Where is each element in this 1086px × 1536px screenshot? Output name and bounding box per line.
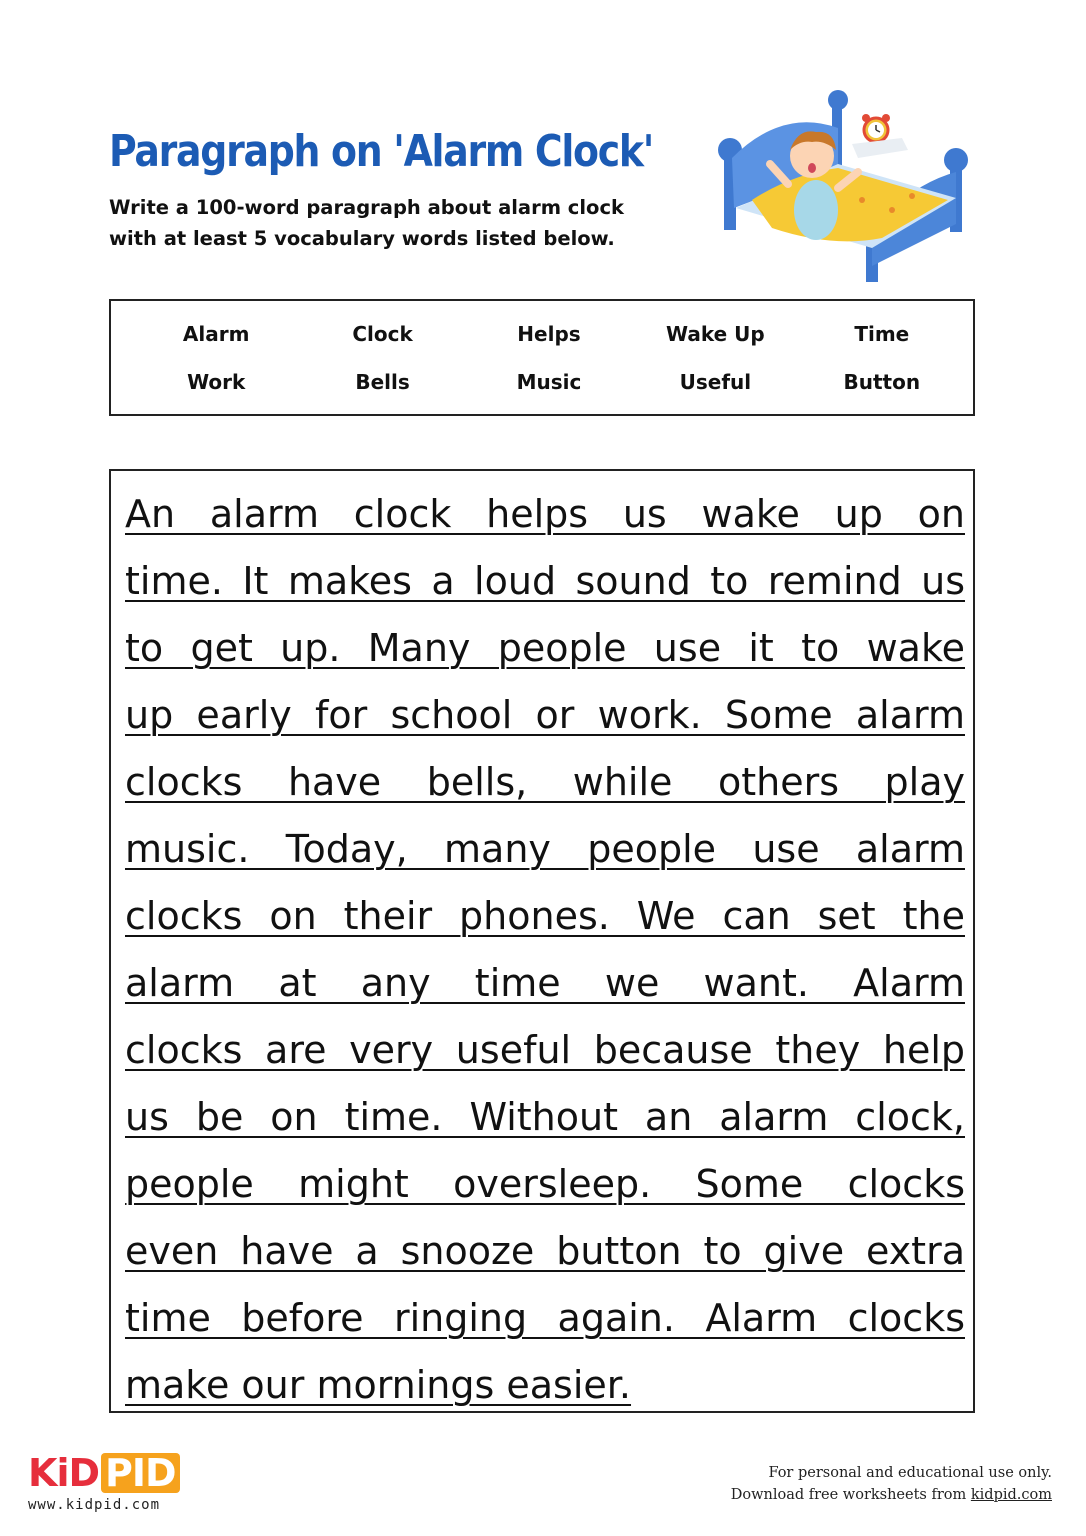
vocab-word: Alarm bbox=[182, 322, 250, 346]
paragraph-line: us be on time. Without an alarm clock, bbox=[125, 1095, 965, 1139]
logo-pid: PID bbox=[101, 1453, 180, 1493]
logo-wordmark bbox=[28, 1453, 180, 1493]
paragraph-line: even have a snooze button to give extra bbox=[125, 1229, 965, 1273]
paragraph-line: to get up. Many people use it to wake bbox=[125, 626, 965, 670]
page-title: Paragraph on 'Alarm Clock' bbox=[109, 126, 654, 177]
instruction-line: with at least 5 vocabulary words listed below. bbox=[109, 227, 615, 250]
paragraph-line: make our mornings easier. bbox=[125, 1363, 632, 1407]
footer-prefix: Download free worksheets from bbox=[730, 1487, 971, 1503]
paragraph-line: alarm at any time we want. Alarm bbox=[125, 961, 965, 1005]
vocab-word: Wake Up bbox=[666, 322, 765, 346]
vocab-word: Music bbox=[516, 370, 582, 394]
footer-note bbox=[731, 1462, 1052, 1506]
paragraph-box bbox=[109, 469, 975, 1413]
paragraph-line: up early for school or work. Some alarm bbox=[125, 693, 965, 737]
instruction-line: Write a 100-word paragraph about alarm clock bbox=[109, 196, 624, 219]
child-in-bed-icon bbox=[712, 88, 968, 284]
paragraph-text bbox=[125, 481, 965, 1419]
footer-line-2 bbox=[731, 1484, 1052, 1506]
footer-line-1: For personal and educational use only. bbox=[768, 1465, 1052, 1481]
vocab-word: Time bbox=[854, 322, 910, 346]
paragraph-line: time before ringing again. Alarm clocks bbox=[125, 1296, 965, 1340]
paragraph-line: clocks have bells, while others play bbox=[125, 760, 965, 804]
vocab-word: Bells bbox=[355, 370, 410, 394]
paragraph-line: An alarm clock helps us wake up on bbox=[125, 492, 965, 536]
vocabulary-grid bbox=[133, 321, 965, 395]
vocab-word: Work bbox=[187, 370, 246, 394]
vocab-word: Button bbox=[843, 370, 921, 394]
vocabulary-box bbox=[109, 299, 975, 416]
paragraph-line: clocks are very useful because they help bbox=[125, 1028, 965, 1072]
logo-kid: KiD bbox=[28, 1451, 100, 1495]
vocab-word: Clock bbox=[352, 322, 413, 346]
paragraph-line: clocks on their phones. We can set the bbox=[125, 894, 965, 938]
paragraph-line: music. Today, many people use alarm bbox=[125, 827, 965, 871]
paragraph-line: time. It makes a loud sound to remind us bbox=[125, 559, 965, 603]
paragraph-line: people might oversleep. Some clocks bbox=[125, 1162, 965, 1206]
kidpid-logo[interactable] bbox=[28, 1453, 180, 1513]
vocab-word: Useful bbox=[679, 370, 752, 394]
kidpid-link[interactable]: kidpid.com bbox=[970, 1487, 1052, 1503]
vocab-word: Helps bbox=[517, 322, 581, 346]
logo-url: www.kidpid.com bbox=[28, 1497, 161, 1513]
instructions bbox=[109, 192, 669, 254]
